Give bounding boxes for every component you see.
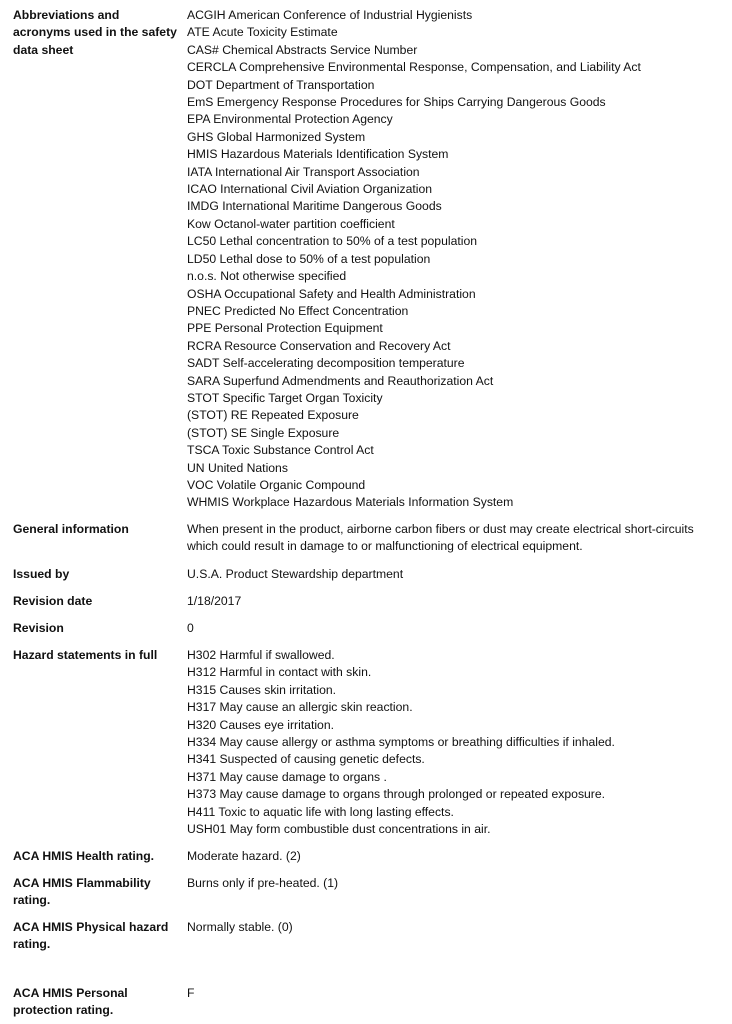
hmis-personal-value: F [187, 986, 195, 1000]
abbreviation-item: LC50 Lethal concentration to 50% of a test population [187, 234, 477, 249]
abbreviations-label: Abbreviations and acronyms used in the safety data sheet [13, 8, 177, 57]
hazard-statement-item: H317 May cause an allergic skin reaction. [187, 700, 413, 715]
abbreviation-item: EPA Environmental Protection Agency [187, 112, 393, 127]
hazard-statement-item: H341 Suspected of causing genetic defects. [187, 752, 425, 767]
abbreviation-item: (STOT) RE Repeated Exposure [187, 408, 359, 423]
general-info-label: General information [13, 522, 129, 536]
abbreviation-item: VOC Volatile Organic Compound [187, 477, 366, 492]
abbreviation-item: LD50 Lethal dose to 50% of a test population [187, 251, 431, 266]
hazard-statement-item: H411 Toxic to aquatic life with long lasting effects. [187, 804, 454, 819]
revision-date-label: Revision date [13, 594, 93, 608]
abbreviation-item: TSCA Toxic Substance Control Act [187, 443, 374, 458]
hmis-flammability-value: Burns only if pre-heated. (1) [187, 876, 339, 890]
abbreviation-item: GHS Global Harmonized System [187, 129, 366, 144]
general-info-text [187, 521, 727, 556]
abbreviation-item: n.o.s. Not otherwise specified [187, 269, 347, 284]
hazard-statement-item: H315 Causes skin irritation. [187, 682, 337, 697]
abbreviations-list [187, 7, 727, 512]
hmis-physical-value: Normally stable. (0) [187, 920, 293, 934]
abbreviation-item: PPE Personal Protection Equipment [187, 321, 383, 336]
abbreviation-item: DOT Department of Transportation [187, 77, 375, 92]
hazard-statement-item: H320 Causes eye irritation. [187, 717, 334, 732]
revision-value: 0 [187, 621, 194, 635]
abbreviation-item: IATA International Air Transport Association [187, 164, 420, 179]
issued-by-value: U.S.A. Product Stewardship department [187, 567, 404, 581]
hazard-statement-item: H373 May cause damage to organs through prolonged or repeated exposure. [187, 787, 606, 802]
hmis-personal-label: ACA HMIS Personal protection rating. [13, 986, 128, 1018]
revision-date-value: 1/18/2017 [187, 594, 242, 608]
hazard-statements-list [187, 647, 727, 838]
general-info-line: When present in the product, airborne carbon fibers or dust may create electrical short-circuits [187, 522, 694, 536]
abbreviation-item: CAS# Chemical Abstracts Service Number [187, 42, 418, 57]
hmis-physical-label: ACA HMIS Physical hazard rating. [13, 920, 169, 952]
abbreviation-item: SARA Superfund Admendments and Reauthorization Act [187, 373, 494, 388]
hazard-statement-item: H312 Harmful in contact with skin. [187, 665, 372, 680]
abbreviation-item: (STOT) SE Single Exposure [187, 425, 340, 440]
issued-by-label: Issued by [13, 567, 70, 581]
general-info-line: which could result in damage to or malfunctioning of electrical equipment. [187, 539, 583, 554]
abbreviation-item: OSHA Occupational Safety and Health Administration [187, 286, 476, 301]
hmis-health-label: ACA HMIS Health rating. [13, 849, 155, 863]
abbreviation-item: CERCLA Comprehensive Environmental Response, Compensation, and Liability Act [187, 60, 641, 75]
abbreviation-item: ACGIH American Conference of Industrial Hygienists [187, 8, 473, 22]
abbreviation-item: UN United Nations [187, 460, 288, 475]
hazard-statement-item: USH01 May form combustible dust concentrations in air. [187, 822, 491, 837]
abbreviation-item: SADT Self-accelerating decomposition temperature [187, 356, 465, 371]
abbreviation-item: HMIS Hazardous Materials Identification System [187, 147, 449, 162]
abbreviation-item: ATE Acute Toxicity Estimate [187, 25, 338, 40]
abbreviation-item: RCRA Resource Conservation and Recovery Act [187, 338, 451, 353]
abbreviation-item: WHMIS Workplace Hazardous Materials Information System [187, 495, 514, 510]
abbreviation-item: Kow Octanol-water partition coefficient [187, 216, 395, 231]
hmis-health-value: Moderate hazard. (2) [187, 849, 301, 863]
hmis-flammability-label: ACA HMIS Flammability rating. [13, 876, 151, 908]
abbreviation-item: STOT Specific Target Organ Toxicity [187, 390, 383, 405]
revision-label: Revision [13, 621, 64, 635]
hazard-statement-item: H302 Harmful if swallowed. [187, 648, 335, 662]
abbreviation-item: PNEC Predicted No Effect Concentration [187, 303, 409, 318]
hazard-statement-item: H371 May cause damage to organs . [187, 769, 387, 784]
abbreviation-item: EmS Emergency Response Procedures for Ships Carrying Dangerous Goods [187, 95, 606, 110]
hazard-statement-item: H334 May cause allergy or asthma symptoms or breathing difficulties if inhaled. [187, 735, 615, 750]
abbreviation-item: ICAO International Civil Aviation Organization [187, 182, 433, 197]
hazard-statements-label: Hazard statements in full [13, 648, 158, 662]
abbreviation-item: IMDG International Maritime Dangerous Goods [187, 199, 442, 214]
